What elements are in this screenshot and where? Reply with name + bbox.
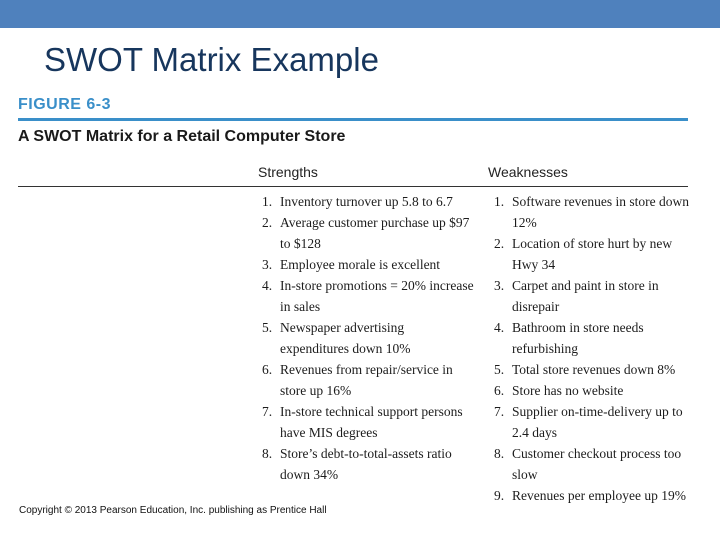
list-item [262,212,474,254]
weaknesses-list [494,191,694,506]
item-number: 9. [494,488,505,503]
list-item [494,443,694,485]
item-text: Revenues per employee up 19% [512,488,686,503]
item-number: 5. [494,362,505,377]
item-number: 4. [494,320,505,335]
item-number: 1. [494,194,505,209]
item-number: 6. [494,383,505,398]
item-number: 6. [262,362,273,377]
item-text: In-store promotions = 20% increase in sales [280,278,474,314]
item-number: 2. [262,215,273,230]
item-text: Bathroom in store needs refurbishing [512,320,644,356]
item-text: Software revenues in store down 12% [512,194,689,230]
list-item [494,317,694,359]
figure-label: FIGURE 6-3 [18,96,112,113]
item-number: 4. [262,278,273,293]
item-text: Carpet and paint in store in disrepair [512,278,659,314]
item-text: Employee morale is excellent [280,257,441,272]
item-number: 8. [262,446,273,461]
item-number: 1. [262,194,273,209]
item-text: Inventory turnover up 5.8 to 6.7 [280,194,453,209]
item-text: Revenues from repair/service in store up 16% [280,362,453,398]
item-number: 3. [262,257,273,272]
list-item [494,380,694,401]
list-item [262,359,474,401]
item-text: Store’s debt-to-total-assets ratio down 34% [280,446,452,482]
item-number: 5. [262,320,273,335]
list-item [262,254,474,275]
list-item [262,401,474,443]
figure-top-rule [18,118,688,121]
item-number: 7. [262,404,273,419]
header-rule [18,186,688,187]
top-accent-bar [0,0,720,28]
strengths-column-header: Strengths [258,164,318,180]
list-item [262,317,474,359]
item-text: Average customer purchase up $97 to $128 [280,215,470,251]
figure-caption: A SWOT Matrix for a Retail Computer Store [18,128,346,145]
list-item [494,191,694,233]
item-text: Newspaper advertising expenditures down 10% [280,320,411,356]
list-item [262,443,474,485]
item-text: Supplier on-time-delivery up to 2.4 days [512,404,683,440]
list-item [494,485,694,506]
copyright-notice: Copyright © 2013 Pearson Education, Inc. publishing as Prentice Hall [19,505,327,516]
list-item [494,275,694,317]
slide-title: SWOT Matrix Example [44,41,379,78]
item-text: In-store technical support persons have MIS degrees [280,404,463,440]
list-item [494,359,694,380]
item-number: 3. [494,278,505,293]
weaknesses-column-header: Weaknesses [488,164,568,180]
item-number: 8. [494,446,505,461]
list-item [494,401,694,443]
item-text: Total store revenues down 8% [512,362,676,377]
list-item [494,233,694,275]
list-item [262,275,474,317]
item-text: Store has no website [512,383,624,398]
item-text: Location of store hurt by new Hwy 34 [512,236,673,272]
item-number: 2. [494,236,505,251]
strengths-list [262,191,474,485]
item-number: 7. [494,404,505,419]
item-text: Customer checkout process too slow [512,446,682,482]
list-item [262,191,474,212]
